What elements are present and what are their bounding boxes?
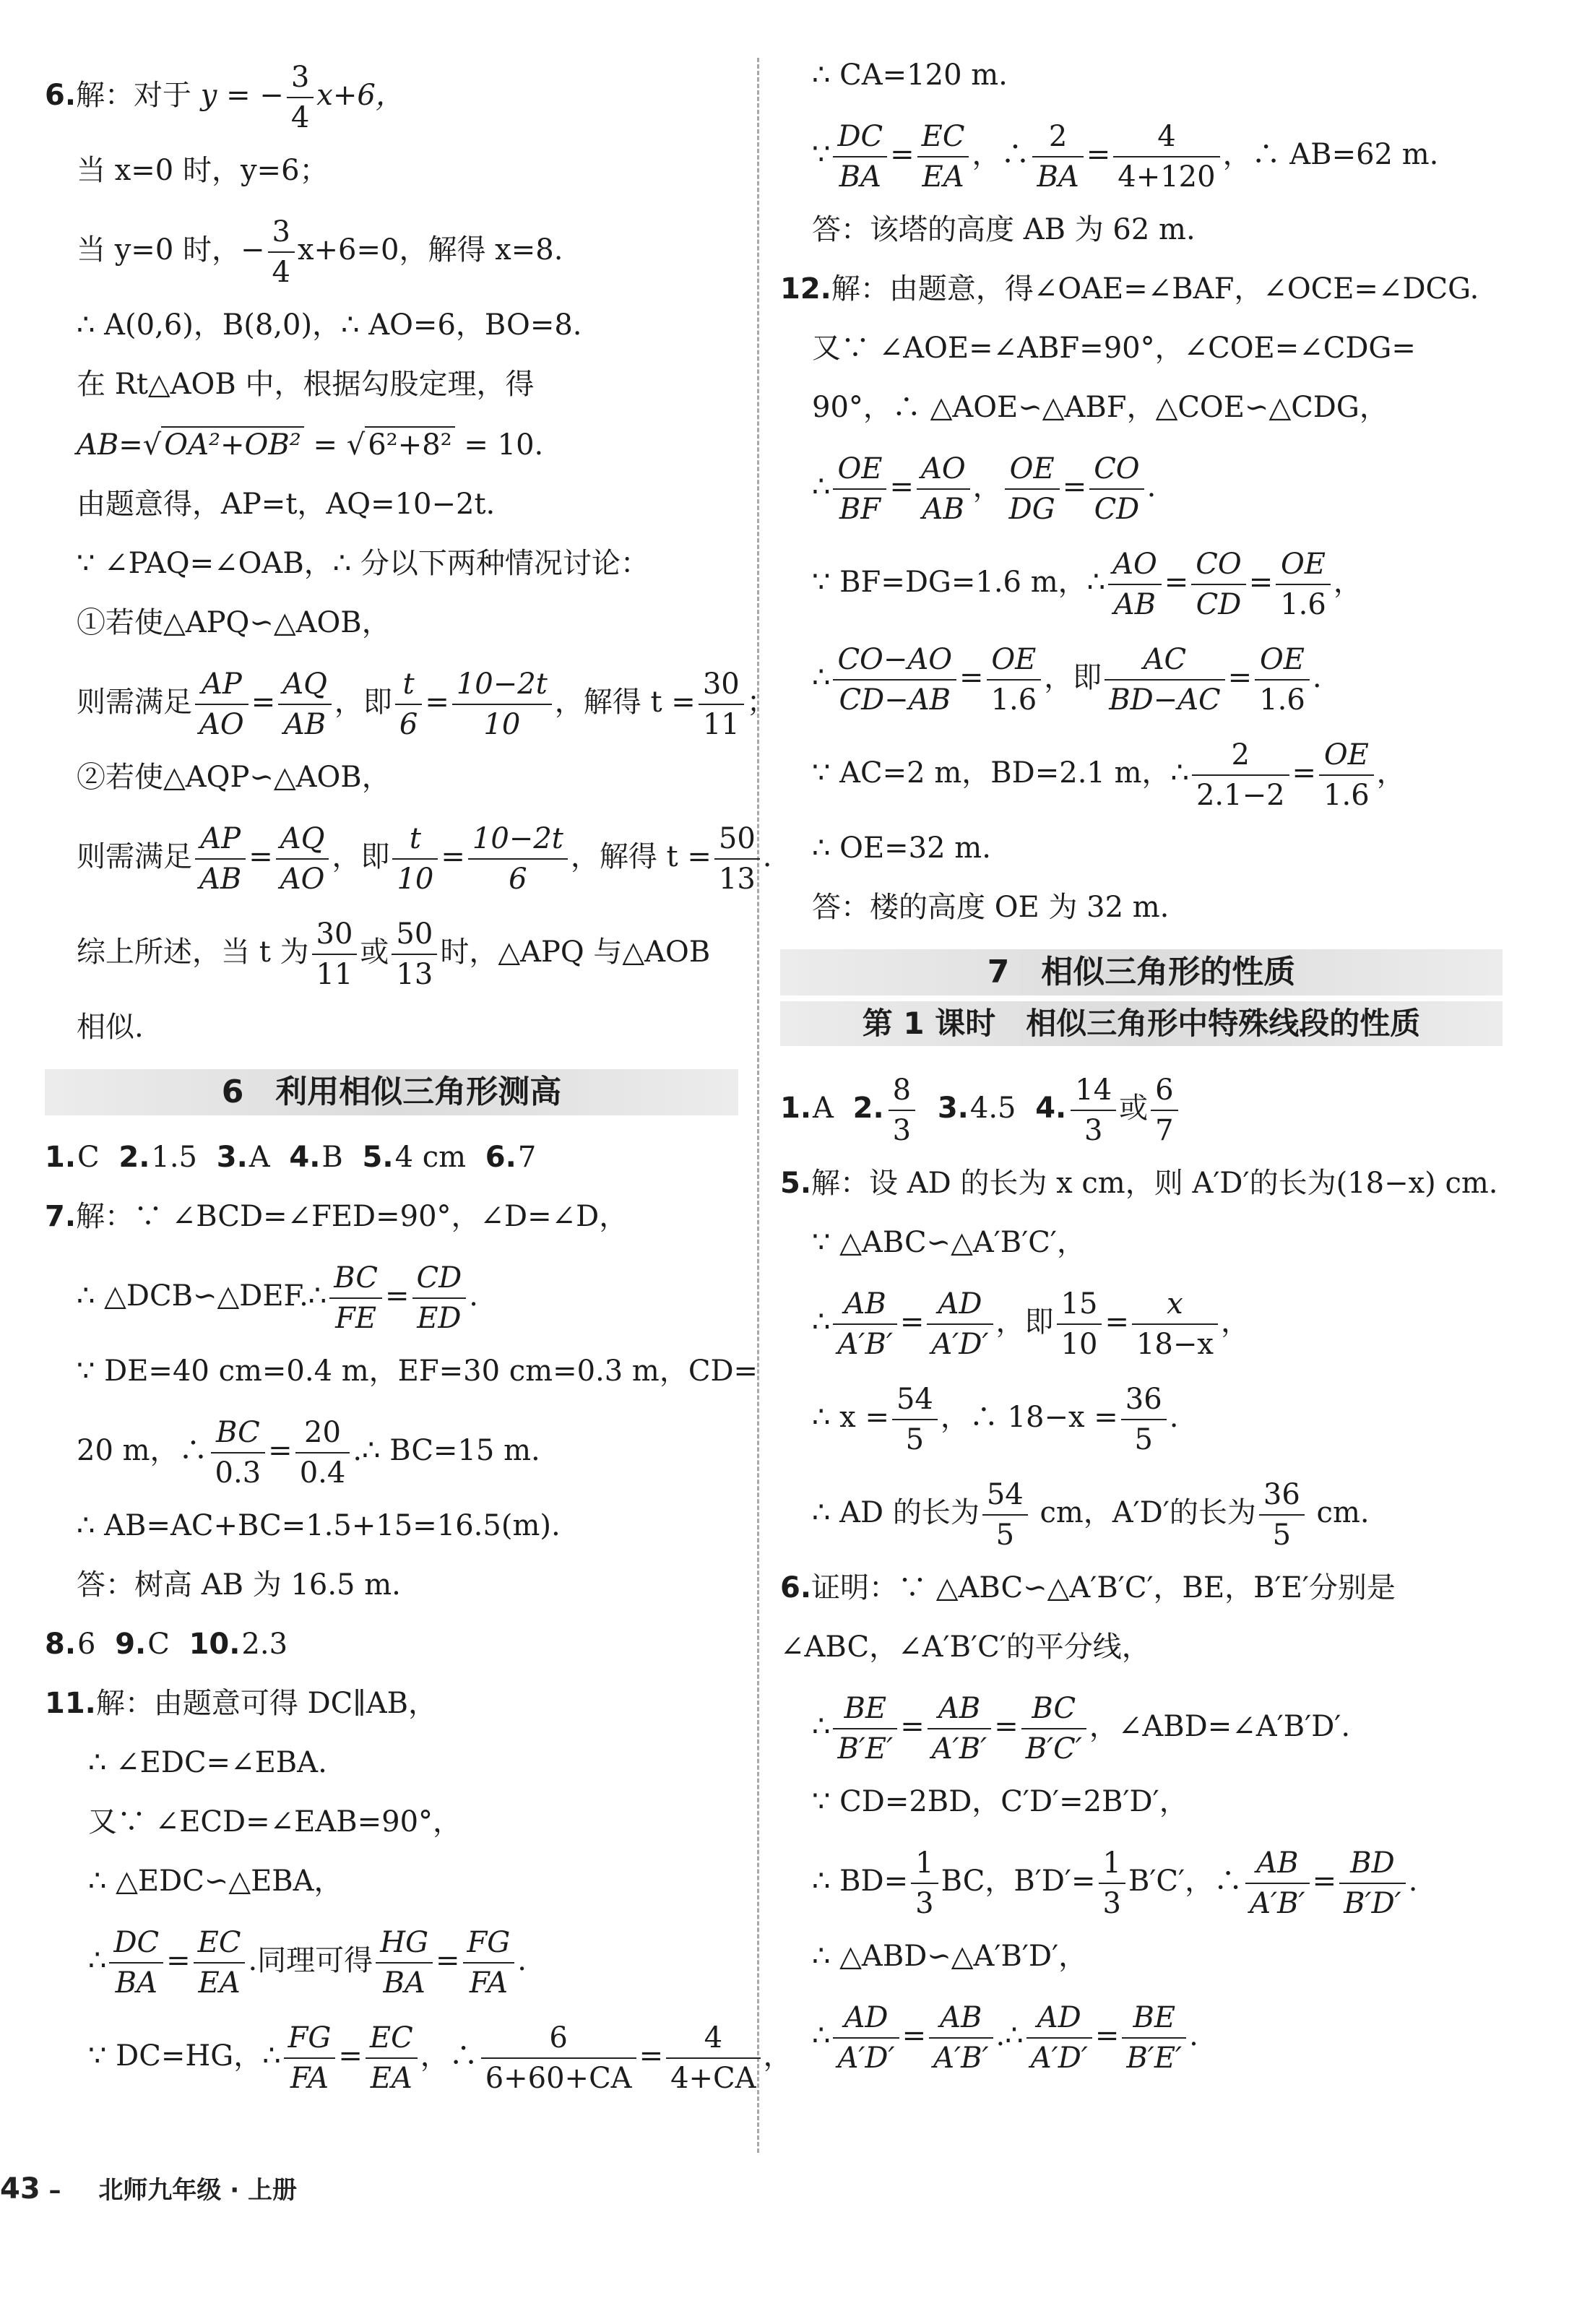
book-title: 北师九年级 · 上册 (98, 2176, 297, 2205)
fraction: $\frac{OE}{1.6}$ (1276, 545, 1331, 624)
answer-4: 4.B (289, 1141, 343, 1174)
p11-line-6: ∵ DC=HG，∴ $\frac{FG}{FA}$ = $\frac{EC}{EA}$ ，∴ $\frac{6}{6+60+CA}$ = $\frac{4}{4+CA}$ ， (45, 2018, 738, 2098)
fraction: $\frac{3}{4}$ (287, 58, 314, 137)
fraction: $\frac{AB}{A'B'}$ (929, 1998, 993, 2078)
p12-line-6: ∴ $\frac{CO-AO}{CD-AB}$ = $\frac{OE}{1.6}$ ，即 $\frac{AC}{BD-AC}$ = $\frac{OE}{1.6}$ . (780, 640, 1503, 720)
answer-1: 1.C (45, 1141, 100, 1174)
p12-line-2: 又∵ ∠AOE=∠ABF=90°，∠COE=∠CDG= (812, 332, 1416, 365)
fraction: $\frac{AD}{A'D'}$ (927, 1284, 993, 1364)
fraction: $\frac{15}{10}$ (1057, 1284, 1102, 1364)
fraction: $\frac{DC}{BA}$ (109, 1923, 163, 2003)
p12-line-4: ∴ $\frac{OE}{BF}$ = $\frac{AO}{AB}$ ， $\frac{OE}{DG}$ = $\frac{CO}{CD}$ . (780, 449, 1503, 529)
fraction: $\frac{54}{5}$ (892, 1380, 938, 1459)
column-divider (757, 58, 759, 2153)
fraction: $\frac{BC}{FE}$ (329, 1258, 382, 1338)
answer-8: 8.6 (45, 1628, 96, 1661)
fraction: $\frac{OE}{BF}$ (833, 449, 886, 529)
answer-2: 2. $\frac{8}{3}$ (853, 1092, 928, 1125)
left-column (45, 58, 792, 2114)
fraction: $\frac{x}{18-x}$ (1132, 1284, 1218, 1364)
p6b-line-7: ∴ $\frac{AD}{A'D'}$ = $\frac{AB}{A'B'}$ .∴ $\frac{AD}{A'D'}$ = $\frac{BE}{B'E'}$ . (780, 1998, 1503, 2078)
answer-10: 10.2.3 (189, 1628, 288, 1661)
fraction: $\frac{20}{0.4}$ (295, 1413, 350, 1493)
p12-line-7: ∵ AC=2 m，BD=2.1 m，∴ $\frac{2}{2.1-2}$ = $\frac{OE}{1.6}$ ， (780, 735, 1503, 815)
fraction: $\frac{AP}{AB}$ (195, 819, 246, 899)
answer-4: 4. $\frac{14}{3}$ 或 $\frac{6}{7}$ (1035, 1092, 1190, 1125)
p11-line-4: ∴ △EDC∽△EBA， (88, 1865, 343, 1898)
answers-row-1 (45, 1140, 738, 1175)
fraction: $\frac{HG}{BA}$ (376, 1923, 433, 2003)
fraction: $\frac{BE}{B'E'}$ (1122, 1998, 1186, 2078)
fraction: $\frac{1}{3}$ (1099, 1844, 1125, 1923)
fraction: $\frac{AP}{AO}$ (195, 665, 248, 744)
p5-line-4: ∴ x = $\frac{54}{5}$ ，∴ 18−x = $\frac{36}{5}$ . (780, 1380, 1503, 1459)
p7-line-1: 7.解：∵ ∠BCD=∠FED=90°，∠D=∠D， (45, 1200, 628, 1233)
fraction: $\frac{BC}{0.3}$ (211, 1413, 266, 1493)
fraction: $\frac{AO}{AB}$ (917, 449, 970, 529)
p5-line-3: ∴ $\frac{AB}{A'B'}$ = $\frac{AD}{A'D'}$ ，即 $\frac{15}{10}$ = $\frac{x}{18-x}$ ， (780, 1284, 1503, 1364)
fraction: $\frac{FG}{FA}$ (284, 2018, 336, 2098)
answer-6: 6.7 (485, 1141, 537, 1174)
p6-line-3: 当 y=0 时，− $\frac{3}{4}$ x+6=0，解得 x=8. (45, 212, 738, 292)
fraction: $\frac{1}{3}$ (911, 1844, 938, 1923)
p6-line-12: 则需满足 $\frac{AP}{AB}$ = $\frac{AQ}{AO}$ ，即 $\frac{t}{10}$ = $\frac{10-2t}{6}$ ，解得 t = $\frac{50}{13}$ . (45, 819, 738, 899)
p12-line-9: 答：楼的高度 OE 为 32 m. (812, 891, 1170, 924)
fraction: $\frac{AO}{AB}$ (1108, 545, 1162, 624)
fraction: $\frac{AQ}{AO}$ (276, 819, 329, 899)
p6-line-14: 相似. (77, 1011, 144, 1044)
p6-line-1: 6.解：对于 y = − $\frac{3}{4}$ x+6， (45, 58, 738, 137)
p7-line-6: 答：树高 AB 为 16.5 m. (77, 1568, 401, 1602)
section-heading-6: 6 利用相似三角形测高 (45, 1069, 738, 1115)
p6-line-9: ①若使△APQ∽△AOB， (77, 606, 391, 639)
p6-line-6: AB=√ OA²+OB² = √ 6²+8² = 10. (45, 426, 738, 462)
fraction: $\frac{36}{5}$ (1259, 1475, 1305, 1555)
p6-line-2: 当 x=0 时，y=6； (77, 154, 329, 187)
p5-line-5: ∴ AD 的长为 $\frac{54}{5}$ cm，A′D′的长为 $\frac{36}{5}$ cm. (780, 1475, 1503, 1555)
fraction: $\frac{OE}{1.6}$ (987, 640, 1042, 720)
right-column (780, 58, 1503, 2094)
p6b-line-5: ∴ BD= $\frac{1}{3}$ BC，B′D′= $\frac{1}{3}$ B′C′，∴ $\frac{AB}{A'B'}$ = $\frac{BD}{B'D'}$ . (780, 1844, 1503, 1923)
fraction: $\frac{50}{13}$ (392, 915, 437, 994)
p5-line-1: 5.解：设 AD 的长为 x cm，则 A′D′的长为(18−x) cm. (780, 1167, 1498, 1200)
p6b-line-3: ∴ $\frac{BE}{B'E'}$ = $\frac{AB}{A'B'}$ = $\frac{BC}{B'C'}$ ，∠ABD=∠A′B′D′. (780, 1689, 1503, 1768)
p7-line-5: ∴ AB=AC+BC=1.5+15=16.5(m). (77, 1509, 561, 1542)
fraction: $\frac{2}{BA}$ (1032, 117, 1083, 196)
page-number: 43 (0, 2172, 40, 2206)
fraction: $\frac{36}{5}$ (1121, 1380, 1167, 1459)
answer-3: 3.4.5 (937, 1092, 1016, 1125)
p11-cont-line-2: ∵ $\frac{DC}{BA}$ = $\frac{EC}{EA}$ ，∴ $\frac{2}{BA}$ = $\frac{4}{4+120}$ ，∴ AB=62 m. (780, 117, 1503, 196)
answers-row-3 (780, 1071, 1503, 1150)
p6b-line-4: ∵ CD=2BD，C′D′=2B′D′， (812, 1785, 1188, 1818)
p11-line-3: 又∵ ∠ECD=∠EAB=90°， (88, 1805, 462, 1839)
p7-line-2: ∴ △DCB∽△DEF.∴ $\frac{BC}{FE}$ = $\frac{CD}{ED}$ . (45, 1258, 738, 1338)
fraction: $\frac{AB}{A'B'}$ (1245, 1844, 1309, 1923)
fraction: $\frac{14}{3}$ (1071, 1071, 1116, 1150)
fraction: $\frac{DC}{BA}$ (833, 117, 887, 196)
fraction: $\frac{4}{4+120}$ (1113, 117, 1219, 196)
p7-line-3: ∵ DE=40 cm=0.4 m，EF=30 cm=0.3 m，CD= (77, 1355, 758, 1388)
fraction: $\frac{BD}{B'D'}$ (1339, 1844, 1406, 1923)
p11-cont-line-3: 答：该塔的高度 AB 为 62 m. (812, 213, 1196, 246)
fraction: $\frac{8}{3}$ (889, 1071, 915, 1150)
fraction: $\frac{4}{4+CA}$ (666, 2018, 760, 2098)
p7-line-4: 20 m，∴ $\frac{BC}{0.3}$ = $\frac{20}{0.4}$ .∴ BC=15 m. (45, 1413, 738, 1493)
fraction: $\frac{CO-AO}{CD-AB}$ (833, 640, 956, 720)
p6-line-11: ②若使△AQP∽△AOB， (77, 761, 391, 794)
fraction: $\frac{AB}{A'B'}$ (928, 1689, 991, 1768)
fraction: $\frac{AC}{BD-AC}$ (1105, 640, 1224, 720)
fraction: $\frac{AD}{A'D'}$ (833, 1998, 899, 2078)
fraction: $\frac{30}{11}$ (312, 915, 358, 994)
p6b-line-2: ∠ABC，∠A′B′C′的平分线， (780, 1630, 1151, 1664)
p11-line-2: ∴ ∠EDC=∠EBA. (88, 1746, 327, 1779)
fraction: $\frac{2}{2.1-2}$ (1192, 735, 1289, 815)
p11-line-5: ∴ $\frac{DC}{BA}$ = $\frac{EC}{EA}$ .同理可得 $\frac{HG}{BA}$ = $\frac{FG}{FA}$ . (45, 1923, 738, 2003)
answer-2: 2.1.5 (118, 1141, 198, 1174)
page-footer (0, 2167, 297, 2211)
fraction: $\frac{50}{13}$ (714, 819, 760, 899)
fraction: $\frac{OE}{1.6}$ (1255, 640, 1310, 720)
fraction: $\frac{CO}{CD}$ (1089, 449, 1144, 529)
p6-line-7: 由题意得，AP=t，AQ=10−2t. (77, 488, 496, 521)
p6b-line-1: 6.证明：∵ △ABC∽△A′B′C′，BE，B′E′分别是 (780, 1571, 1396, 1604)
fraction: $\frac{t}{10}$ (392, 819, 438, 899)
section-heading-7: 7 相似三角形的性质 (780, 949, 1503, 995)
p6-line-4: ∴ A(0,6)，B(8,0)，∴ AO=6，BO=8. (77, 308, 582, 342)
fraction: $\frac{54}{5}$ (982, 1475, 1028, 1555)
fraction: $\frac{6}{7}$ (1151, 1071, 1177, 1150)
fraction: $\frac{AB}{A'B'}$ (833, 1284, 896, 1364)
subsection-heading-lesson-1: 第 1 课时 相似三角形中特殊线段的性质 (780, 1001, 1503, 1046)
fraction: $\frac{OE}{DG}$ (1005, 449, 1060, 529)
p6b-line-6: ∴ △ABD∽△A′B′D′， (812, 1940, 1088, 1973)
fraction: $\frac{6}{6+60+CA}$ (481, 2018, 636, 2098)
p12-line-1: 12.解：由题意，得∠OAE=∠BAF，∠OCE=∠DCG. (780, 272, 1479, 306)
fraction: $\frac{CD}{ED}$ (412, 1258, 467, 1338)
p6-line-8: ∵ ∠PAQ=∠OAB，∴ 分以下两种情况讨论： (77, 547, 649, 580)
p6-line-10: 则需满足 $\frac{AP}{AO}$ = $\frac{AQ}{AB}$ ，即 $\frac{t}{6}$ = $\frac{10-2t}{10}$ ，解得 t = $\frac{30}{11}$ ； (45, 665, 738, 744)
answer-3: 3.A (216, 1141, 270, 1174)
fraction: $\frac{FG}{FA}$ (463, 1923, 515, 2003)
p11-line-1: 11.解：由题意可得 DC∥AB， (45, 1687, 438, 1720)
answers-row-2 (45, 1627, 738, 1662)
fraction: $\frac{t}{6}$ (395, 665, 422, 744)
p6-line-5: 在 Rt△AOB 中，根据勾股定理，得 (77, 368, 535, 401)
answer-1: 1.A (780, 1092, 834, 1125)
p6-line-13: 综上所述，当 t 为 $\frac{30}{11}$ 或 $\frac{50}{13}$ 时，△APQ 与△AOB (45, 915, 738, 994)
fraction: $\frac{10-2t}{6}$ (468, 819, 568, 899)
fraction: $\frac{3}{4}$ (268, 212, 295, 292)
p12-line-3: 90°，∴ △AOE∽△ABF，△COE∽△CDG， (812, 391, 1388, 424)
fraction: $\frac{BE}{B'E'}$ (833, 1689, 897, 1768)
fraction: $\frac{10-2t}{10}$ (452, 665, 552, 744)
p11-cont-line-1: ∴ CA=120 m. (812, 59, 1008, 92)
fraction: $\frac{EC}{EA}$ (917, 117, 969, 196)
fraction: $\frac{OE}{1.6}$ (1319, 735, 1374, 815)
answer-9: 9.C (115, 1628, 170, 1661)
p12-line-5: ∵ BF=DG=1.6 m，∴ $\frac{AO}{AB}$ = $\frac{CO}{CD}$ = $\frac{OE}{1.6}$ ， (780, 545, 1503, 624)
fraction: $\frac{EC}{EA}$ (366, 2018, 418, 2098)
fraction: $\frac{CO}{CD}$ (1191, 545, 1245, 624)
p5-line-2: ∵ △ABC∽△A′B′C′， (812, 1226, 1086, 1259)
fraction: $\frac{AD}{A'D'}$ (1026, 1998, 1092, 2078)
p12-line-8: ∴ OE=32 m. (812, 831, 991, 865)
fraction: $\frac{BC}{B'C'}$ (1021, 1689, 1086, 1768)
footer-dash: – (48, 2176, 61, 2205)
fraction: $\frac{AQ}{AB}$ (278, 665, 332, 744)
fraction: $\frac{30}{11}$ (699, 665, 744, 744)
answer-5: 5.4 cm (362, 1141, 467, 1174)
fraction: $\frac{EC}{EA}$ (194, 1923, 246, 2003)
